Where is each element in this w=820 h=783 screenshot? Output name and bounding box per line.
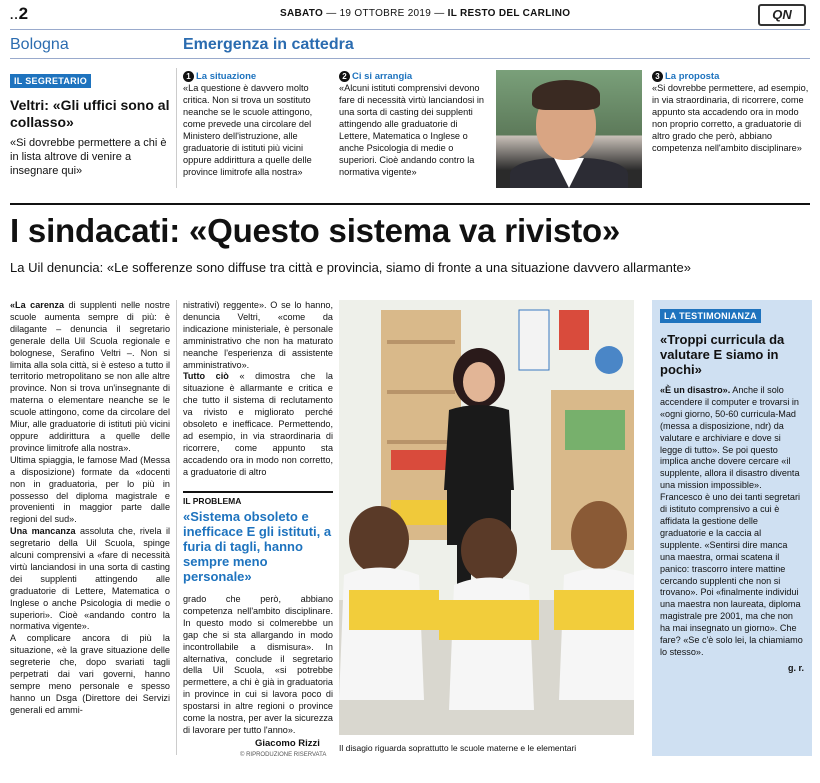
- proposta-head: La proposta: [665, 71, 720, 82]
- segretario-box: [10, 71, 170, 178]
- situazione-text: «La questione è davvero molto critica. Non si trova un sostituto neanche se le scuole attingono, come prevede una circolare del Ministero dell'istruzione, alle graduatorie di istituti più vicini oppure addirittura a quelle delle province limitrofe alla nostra»: [183, 83, 313, 177]
- article-lead: Tutto ciò: [183, 371, 229, 382]
- testimonianza-signature: g. r.: [787, 662, 804, 673]
- subheadline: La Uil denuncia: «Le sofferenze sono diffuse tra città e provincia, siamo di fronte a una situazione davvero allarmante»: [10, 260, 691, 275]
- article-column-2: [183, 300, 333, 479]
- masthead-paper: IL RESTO DEL CARLINO: [447, 8, 571, 19]
- divider: [176, 68, 177, 188]
- proposta-text: «Si dovrebbe permettere, ad esempio, in via straordinaria, di ricorrere, come appunto sta accadendo ora in modo non proprio corretto, a graduatorie di altro grado che però, abbiano competenza nell'ambito disciplinare»: [652, 83, 809, 153]
- article-paragraph: nistrativi) reggente». O se lo hanno, denuncia Veltri, «come da indicazione ministeriale, è personale amministrativo che non ha maturato neanche l'esperienza di assistente amministrativo».: [183, 300, 333, 370]
- testimonianza-label: LA TESTIMONIANZA: [660, 309, 761, 323]
- article-paragraph: di supplenti nelle nostre scuole aumenta sempre di più: è dilagante – denuncia il segretario generale della Uil Scuola regionale e bolognese, Serafino Veltri –. Non si limita alla sola città, si è esteso a tutto il territorio metropolitano se non alle altre province. Non si trova un'insegnante di materna o elementare neanche se le scuole attingono, come da circolare del Miur, alle graduatorie di istituti più vicini oppure addirittura a quelle delle province limitrofe alla nostra».: [10, 300, 170, 453]
- masthead-date: — 19 OTTOBRE 2019 —: [323, 8, 448, 19]
- segretario-label: IL SEGRETARIO: [10, 74, 91, 88]
- classroom-illustration: [339, 300, 634, 735]
- article-column-1: [10, 300, 170, 717]
- testimonianza-title: «Troppi curricula da valutare E siamo in pochi»: [660, 332, 785, 377]
- article-paragraph: Ultima spiaggia, le famose Mad (Messa a disposizione) formate da «docenti non in graduatoria, per lo più in possesso del diploma magistrale e provenienti in maggior parte dalle regioni del sud».: [10, 454, 170, 525]
- number-badge: 3: [652, 71, 663, 82]
- problema-box: [183, 491, 333, 584]
- segretario-title: Veltri: «Gli uffici sono al collasso»: [10, 97, 170, 130]
- author-name: Giacomo Rizzi: [255, 738, 320, 749]
- classroom-photo: [339, 300, 634, 735]
- testimonianza-body: Anche il solo accendere il computer e trovarsi in «ogni giorno, 50-60 curricula-Mad (messa a disposizione, ndr) da valutare e archiviare e dove si legge di tutto». Se poi questo implica anche dovere cercare «il supplente, allora il disastro diventa una mission impossible». Francesco è uno dei tanti segretari di istituto comprensivo a cui è affidata la gestione delle graduatorie e la caccia al supplente. «Sentirsi dire manca una maestra, ormai scatena il panico: trascorro intere mattine cercando supplenti che non si trovano». Poi «finalmente individui una maestra non laureata, diploma magistrale pre 2001, ma che non ha mai insegnato un giorno». Che fare? «Se c'è solo lei, la chiamiamo lo stesso».: [660, 385, 803, 657]
- veltri-photo: [496, 70, 642, 188]
- article-column-2b: [183, 594, 333, 737]
- page-number: ..2: [10, 4, 29, 23]
- testimonianza-lead: «È un disastro».: [660, 385, 731, 395]
- situazione-column: [183, 71, 333, 178]
- city-label: Bologna: [10, 36, 69, 53]
- divider: [10, 203, 810, 205]
- testimonianza-box: [652, 300, 812, 756]
- divider: [10, 58, 810, 59]
- qn-logo: QN: [758, 4, 806, 26]
- article-paragraph: « dimostra che la situazione è allarmante e critica e che tutto il sistema di reclutamento va rivisto e migliorato perché obsoleto e inefficace. Permettendo, ad esempio, in via straordinaria di ricorrere, come appunto sta accadendo ora in modo non corretto, a graduatorie di altro: [183, 371, 333, 477]
- article-paragraph: assoluta che, rivela il segretario della Uil Scuola, spinge alcuni comprensivi a «fare di necessità virtù lanciandosi in una sorta di casting dei supplenti attingendo alle graduatorie di Lettere, Matematica o Inglese o anche Psicologia di medie o superiori». Cioè «andando contro la normativa vigente».: [10, 526, 170, 632]
- copyright: © RIPRODUZIONE RISERVATA: [240, 752, 327, 758]
- arrangia-column: [339, 71, 489, 178]
- masthead: [280, 8, 570, 19]
- proposta-column: [652, 71, 812, 154]
- masthead-day: SABATO: [280, 8, 324, 19]
- headline: I sindacati: «Questo sistema va rivisto»: [10, 212, 621, 249]
- problema-label: IL PROBLEMA: [183, 496, 242, 506]
- article-lead: «La carenza: [10, 300, 65, 310]
- section-title: Emergenza in cattedra: [183, 36, 354, 53]
- article-paragraph: grado che però, abbiano competenza nell'ambito disciplinare. In questo modo si colmerebbe un gap che si sta allargando in modo incontrollabile a dismisura». In alternativa, conclude il segretario della Uil Scuola, «si potrebbe permettere, a chi è già in graduatoria in province in cui si lavora poco di spostarsi in altre regioni o province come la nostra, per aver la sicurezza di lavorare per tutto l'anno».: [183, 594, 333, 735]
- article-paragraph: A complicare ancora di più la situazione, «è la grave situazione delle segreterie che, dopo svariati tagli perpetrati dai vari governi, hanno sempre meno personale e spesso hanno un Dsga (Direttore dei Servizi generali ed ammi-: [10, 633, 170, 715]
- number-badge: 1: [183, 71, 194, 82]
- divider: [10, 29, 810, 30]
- photo-caption: Il disagio riguarda soprattutto le scuole materne e le elementari: [339, 743, 577, 753]
- situazione-head: La situazione: [196, 71, 257, 82]
- article-lead: Una mancanza: [10, 526, 76, 537]
- segretario-quote: «Si dovrebbe permettere a chi è in lista altrove di venire a insegnare qui»: [10, 137, 167, 177]
- arrangia-head: Ci si arrangia: [352, 71, 413, 82]
- testimonianza-text: [660, 385, 804, 659]
- number-badge: 2: [339, 71, 350, 82]
- arrangia-text: «Alcuni istituti comprensivi devono fare di necessità virtù lanciandosi in una sorta di casting dei supplenti attingendo alle graduatorie di Lettere, Matematica o Inglese o anche Psicologia di medie o superiori. Cioè andando contro la normativa vigente»: [339, 83, 485, 177]
- divider: [176, 300, 177, 755]
- problema-title: «Sistema obsoleto e inefficace E gli istituti, a furia di tagli, hanno sempre meno personale»: [183, 509, 332, 584]
